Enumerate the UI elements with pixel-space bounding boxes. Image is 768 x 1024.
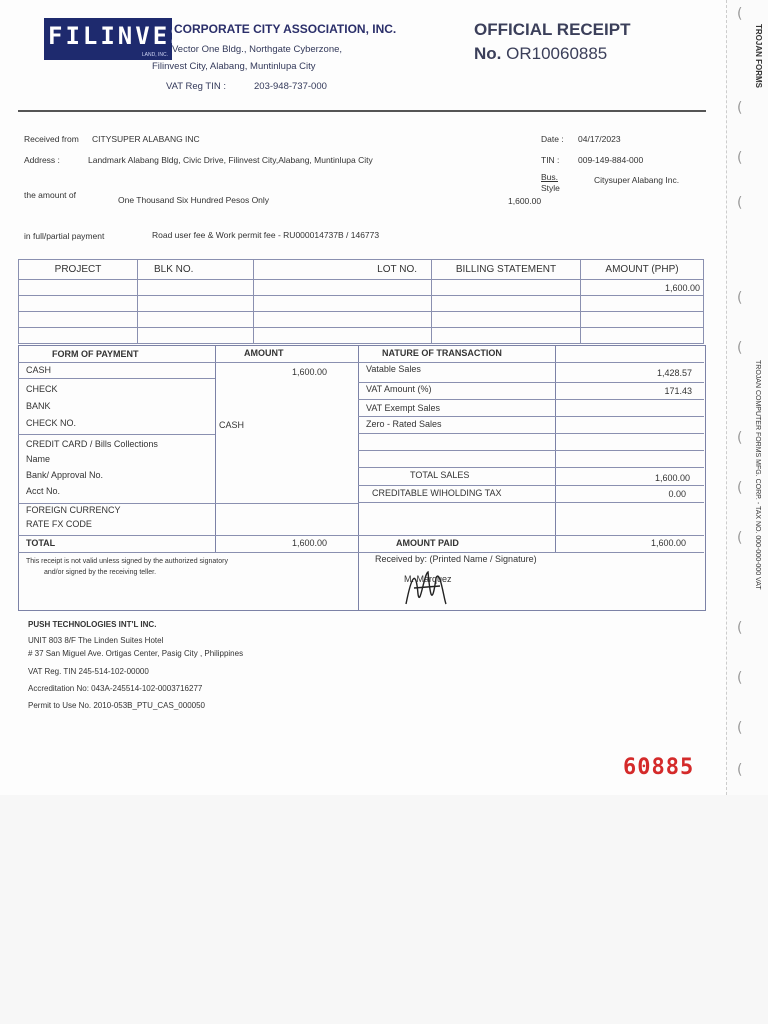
- acct-no-label: Acct No.: [26, 486, 61, 496]
- serial-number-stamp: 60885: [623, 755, 695, 780]
- bus-label: Bus.: [541, 172, 559, 182]
- amount-in-words: One Thousand Six Hundred Pesos Only: [118, 195, 270, 205]
- total-sales-value: 1,600.00: [654, 473, 690, 483]
- tractor-hole-icon: (: [737, 480, 743, 496]
- amount-paid-label: AMOUNT PAID: [396, 538, 459, 548]
- divider: [555, 345, 556, 552]
- receipt-number: No. OR10060885: [474, 44, 608, 63]
- received-from-value: CITYSUPER ALABANG INC: [92, 134, 200, 144]
- foreign-currency-label: FOREIGN CURRENCY: [26, 505, 121, 515]
- withholding-tax-label: CREDITABLE WIHOLDING TAX: [372, 488, 502, 498]
- received-by-label: Received by: (Printed Name / Signature): [375, 554, 537, 564]
- tractor-hole-icon: (: [737, 530, 743, 546]
- tractor-hole-icon: (: [737, 620, 743, 636]
- cash-amount: 1,600.00: [291, 367, 327, 377]
- zero-rated-label: Zero - Rated Sales: [366, 419, 442, 429]
- form-of-payment-header: FORM OF PAYMENT: [52, 349, 139, 359]
- tractor-hole-icon: (: [737, 150, 743, 166]
- stub-small-print: TROJAN COMPUTER FORMS MFG. CORP. - TAX NO. 000-000-000 VAT: [754, 360, 761, 590]
- table-row: [19, 312, 704, 328]
- address-line-2: Filinvest City, Alabang, Muntinlupa City: [152, 61, 316, 72]
- date-label: Date :: [541, 134, 564, 144]
- cash-label: CASH: [26, 365, 52, 375]
- tractor-hole-icon: (: [737, 6, 743, 22]
- vat-reg-value: 203-948-737-000: [254, 81, 327, 92]
- printer-address-1: UNIT 803 8/F The Linden Suites Hotel: [28, 636, 164, 645]
- received-from-label: Received from: [24, 134, 79, 144]
- tractor-hole-icon: (: [737, 195, 743, 211]
- printer-vat: VAT Reg. TIN 245-514-102-00000: [28, 667, 149, 676]
- check-label: CHECK: [26, 384, 58, 394]
- tractor-hole-icon: (: [737, 100, 743, 116]
- total-amount: 1,600.00: [291, 538, 327, 548]
- rate-fx-code-label: RATE FX CODE: [26, 519, 92, 529]
- total-label: TOTAL: [26, 538, 56, 548]
- address-label: Address :: [24, 155, 60, 165]
- total-sales-label: TOTAL SALES: [410, 470, 470, 480]
- tractor-hole-icon: (: [737, 430, 743, 446]
- perforated-stub: [726, 0, 768, 795]
- project-table: [18, 259, 704, 344]
- filinvest-logo: FILINVEST LAND, INC.: [44, 18, 172, 60]
- col-billing-statement: BILLING STATEMENT: [432, 260, 581, 280]
- address-value: Landmark Alabang Bldg, Civic Drive, Filinvest City,Alabang, Muntinlupa City: [88, 155, 373, 165]
- name-label: Name: [26, 454, 51, 464]
- approval-no-label: Bank/ Approval No.: [26, 470, 104, 480]
- tractor-hole-icon: (: [737, 720, 743, 736]
- tractor-hole-icon: (: [737, 670, 743, 686]
- col-project: PROJECT: [19, 260, 138, 280]
- table-row: [19, 328, 704, 344]
- vat-exempt-label: VAT Exempt Sales: [366, 403, 441, 413]
- trojan-forms-label: TROJAN FORMS: [754, 24, 763, 88]
- tractor-hole-icon: (: [737, 340, 743, 356]
- divider: [215, 345, 216, 552]
- printer-name: PUSH TECHNOLOGIES INT'L INC.: [28, 620, 157, 629]
- tractor-hole-icon: (: [737, 762, 743, 778]
- permit-to-use-no: Permit to Use No. 2010-053B_PTU_CAS_000050: [28, 701, 205, 710]
- row-amount: 1,600.00: [581, 280, 704, 296]
- col-blk-no: BLK NO.: [138, 260, 254, 280]
- bus-style-label: Style: [541, 183, 560, 193]
- vat-reg-label: VAT Reg TIN :: [166, 81, 227, 92]
- received-by-name: M. Marquez: [404, 574, 452, 584]
- printer-address-2: # 37 San Miguel Ave. Ortigas Center, Pasig City , Philippines: [28, 649, 244, 658]
- amount-header: AMOUNT: [244, 348, 284, 358]
- date-value: 04/17/2023: [578, 134, 621, 144]
- address-line-1: Vector One Bldg., Northgate Cyberzone,: [172, 44, 343, 55]
- col-lot-no: LOT NO.: [254, 260, 432, 280]
- amount-paid-value: 1,600.00: [650, 538, 686, 548]
- header-divider: [18, 110, 706, 112]
- withholding-tax-value: 0.00: [668, 489, 686, 499]
- project-table-header: [19, 260, 704, 280]
- check-no-value: CASH: [219, 420, 245, 430]
- table-row: [19, 280, 704, 296]
- validity-note-2: and/or signed by the receiving teller.: [44, 569, 157, 576]
- tin-value: 009-149-884-000: [578, 155, 644, 165]
- payment-type-label: in full/partial payment: [24, 231, 105, 241]
- payment-for-value: Road user fee & Work permit fee - RU000014737B / 146773: [152, 230, 380, 240]
- tractor-hole-icon: (: [737, 290, 743, 306]
- company-name: CORPORATE CITY ASSOCIATION, INC.: [174, 22, 397, 36]
- vatable-sales-label: Vatable Sales: [366, 364, 421, 374]
- bus-style-value: Citysuper Alabang Inc.: [594, 175, 680, 185]
- nature-of-transaction-header: NATURE OF TRANSACTION: [382, 348, 502, 358]
- vatable-sales-value: 1,428.57: [656, 368, 692, 378]
- divider: [358, 345, 359, 610]
- validity-note-1: This receipt is not valid unless signed by the authorized signatory: [26, 558, 228, 565]
- vat-amount-label: VAT Amount (%): [366, 384, 432, 394]
- table-row: [19, 296, 704, 312]
- check-no-label: CHECK NO.: [26, 418, 77, 428]
- amount-of-label: the amount of: [24, 190, 76, 200]
- credit-card-label: CREDIT CARD / Bills Collections: [26, 439, 158, 449]
- vat-amount-value: 171.43: [664, 386, 692, 396]
- col-amount: AMOUNT (PHP): [581, 260, 704, 280]
- signature: [400, 564, 460, 612]
- amount-in-figures: 1,600.00: [508, 196, 542, 206]
- receipt-title: OFFICIAL RECEIPT: [474, 20, 631, 39]
- accreditation-no: Accreditation No: 043A-245514-102-0003716277: [28, 684, 203, 693]
- tin-label: TIN :: [541, 155, 560, 165]
- bank-label: BANK: [26, 401, 51, 411]
